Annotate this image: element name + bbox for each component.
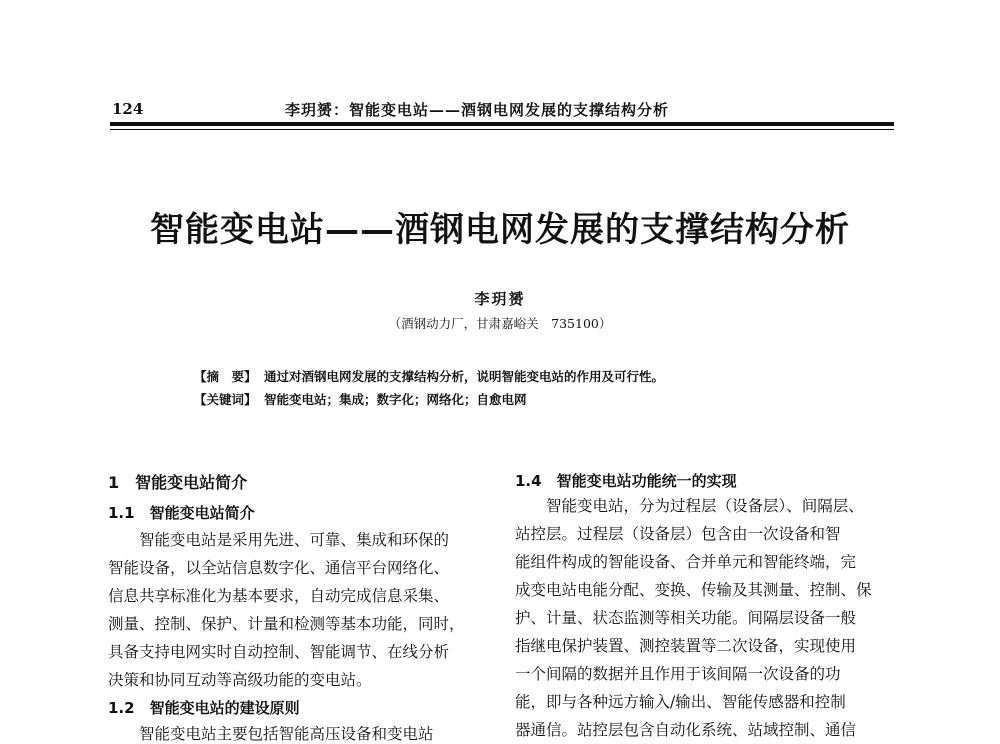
- body-line: 站控层。过程层（设备层）包含由一次设备和智: [515, 525, 841, 543]
- affiliation: （酒钢动力厂，甘肃嘉峪关 735100）: [388, 316, 612, 331]
- section-1-4-heading: 1.4 智能变电站功能统一的实现: [515, 472, 737, 490]
- running-header: 李玥赟：智能变电站——酒钢电网发展的支撑结构分析: [285, 101, 670, 119]
- body-line: 器通信。站控层包含自动化系统、站域控制、通信: [515, 721, 857, 739]
- body-line: 成变电站电能分配、变换、传输及其测量、控制、保: [515, 581, 872, 599]
- paper-title: 智能变电站——酒钢电网发展的支撑结构分析: [150, 210, 850, 250]
- body-line: 智能变电站，分为过程层（设备层）、间隔层、: [515, 497, 864, 515]
- abstract-text: 通过对酒钢电网发展的支撑结构分析，说明智能变电站的作用及可行性。: [264, 369, 665, 384]
- author: 李玥赟: [474, 290, 526, 308]
- body-line: 智能设备，以全站信息数字化、通信平台网络化、: [108, 559, 450, 577]
- header-rule-thin: [110, 129, 894, 130]
- body-line: 决策和协同互动等高级功能的变电站。: [108, 671, 372, 689]
- keywords-label: 【关键词】: [194, 392, 257, 407]
- body-line: 一个间隔的数据并且作用于该间隔一次设备的功: [515, 665, 841, 683]
- body-line: 测量、控制、保护、计量和检测等基本功能，同时，: [108, 615, 465, 633]
- body-line: 指继电保护装置、测控装置等二次设备，实现使用: [515, 637, 857, 655]
- body-line: 信息共享标准化为基本要求，自动完成信息采集、: [108, 587, 450, 605]
- page-number: 124: [112, 100, 144, 118]
- section-1-heading: 1 智能变电站简介: [108, 473, 248, 492]
- keywords: [194, 390, 527, 408]
- header-rule-thick: [110, 122, 894, 126]
- body-line: 能，即与各种远方输入/输出、智能传感器和控制: [515, 693, 846, 711]
- section-1-2-heading: 1.2 智能变电站的建设原则: [108, 699, 300, 717]
- keywords-text: 智能变电站；集成；数字化；网络化；自愈电网: [264, 392, 527, 407]
- section-1-1-heading: 1.1 智能变电站简介: [108, 504, 255, 522]
- body-line: 智能变电站主要包括智能高压设备和变电站: [108, 725, 434, 743]
- body-line: 智能变电站是采用先进、可靠、集成和环保的: [108, 531, 450, 549]
- abstract-label: 【摘 要】: [194, 369, 257, 384]
- body-line: 能组件构成的智能设备、合并单元和智能终端，完: [515, 553, 857, 571]
- abstract: [194, 367, 664, 385]
- body-line: 具备支持电网实时自动控制、智能调节、在线分析: [108, 643, 450, 661]
- body-line: 护、计量、状态监测等相关功能。间隔层设备一般: [515, 609, 857, 627]
